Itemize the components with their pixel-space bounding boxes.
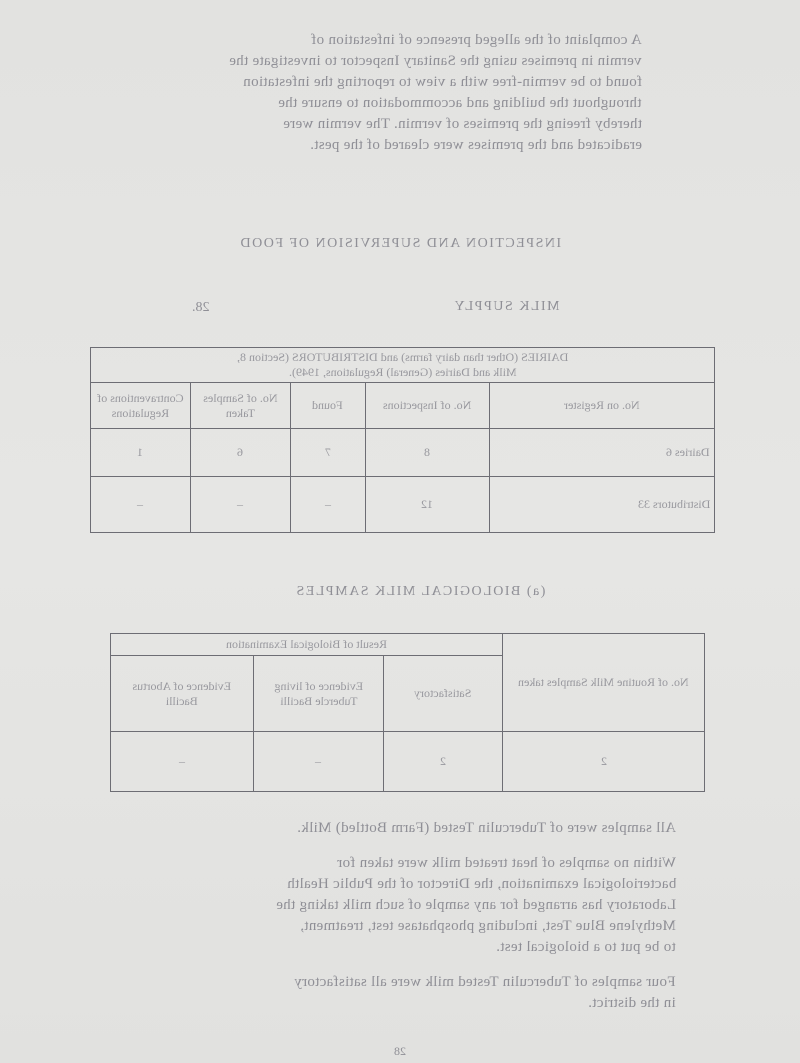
outro-line: in the district. (588, 995, 676, 1011)
outro-line: Four samples of Tuberculin Tested milk were all satisfactory (294, 974, 676, 990)
table-row: – – – 12 Distributors 33 (91, 477, 715, 533)
intro-paragraph (222, 30, 642, 156)
header-found: Found (290, 383, 365, 429)
intro-line: vermin in premises using the Sanitary Inspector to investigate the (229, 53, 642, 69)
outro-line: to be put to a biological test. (496, 939, 676, 955)
intro-line: found to be vermin-free with a view to reporting the infestation (242, 74, 642, 90)
outro-line: Methylene Blue Test, including phosphatase test, treatment, (300, 918, 676, 934)
biological-caption: (a) BIOLOGICAL MILK SAMPLES (294, 584, 546, 599)
section-title: MILK SUPPLY (452, 299, 560, 314)
table-row: 1 6 7 8 Dairies 6 (91, 429, 715, 477)
header-tubercle: Evidence of living Tubercle Bacilli (253, 656, 384, 732)
intro-line: eradicated and the premises were cleared of the pest. (310, 137, 642, 153)
outro-line: All samples were of Tuberculin Tested (Farm Bottled) Milk. (297, 820, 676, 836)
header-inspections: No. of Inspections (365, 383, 490, 429)
outro-line: Laboratory has arranged for any sample of such milk taking the (275, 897, 676, 913)
header-satisfactory: Satisfactory (384, 656, 503, 732)
header-abortus: Evidence of Abortus Bacilli (111, 656, 254, 732)
header-routine-samples: No. of Routine Milk Samples taken (503, 634, 705, 732)
header-samples: No. of Samples Taken (190, 383, 290, 429)
outro-line: bacteriological examination, the Director of the Public Health (286, 876, 676, 892)
biological-table (110, 633, 705, 792)
outro-line: Within no samples of heat treated milk were taken for (337, 855, 676, 871)
table-row: – – 2 2 (111, 732, 705, 792)
intro-line: thereby freeing the premises of vermin. The vermin were (282, 116, 642, 132)
outro-paragraph (190, 818, 676, 1014)
header-result-group: Result of Biological Examination (111, 634, 503, 656)
page-number: 28 (394, 1044, 406, 1058)
header-register: No. on Register (490, 383, 715, 429)
section-heading: INSPECTION AND SUPERVISION OF FOOD (238, 236, 562, 251)
intro-line: A complaint of the alleged presence of infestation of (311, 32, 642, 48)
dairies-table-caption: DAIRIES (Other than dairy farms) and DISTRIBUTORS (Section 8, Milk and Dairies (General) Regulations, 1949). (91, 348, 715, 383)
dairies-table (90, 347, 715, 533)
section-number: 28. (192, 300, 210, 315)
header-contraventions: Contraventions of Regulations (91, 383, 191, 429)
intro-line: throughout the building and accommodation to ensure the (278, 95, 642, 111)
